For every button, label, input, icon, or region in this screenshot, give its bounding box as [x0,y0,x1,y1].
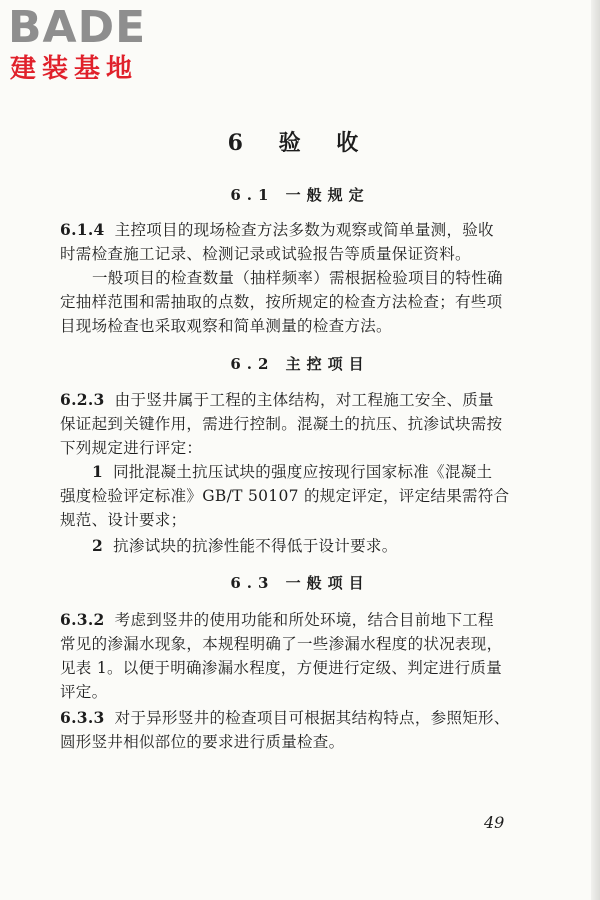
clause-line [60,707,535,729]
paragraph-line: 目现场检查也采取观察和简单测量的检查方法。 [60,317,392,335]
clause-number: 6.2.3 [60,390,105,409]
logo-wordmark: BADE [8,2,147,53]
clause-text: 由于竖井属于工程的主体结构，对工程施工安全、质量 [114,391,494,409]
clause-number: 6.1.4 [60,220,105,239]
list-item-number: 1 [92,462,104,481]
brand-watermark-logo [8,4,178,88]
clause-line: 时需检查施工记录、检测记录或试验报告等质量保证资料。 [60,245,471,263]
page-number: 49 [484,813,505,832]
list-item-line: 规范、设计要求； [60,511,187,529]
section-heading: 6.3 一般项目 [230,574,370,592]
clause-line: 常见的渗漏水现象，本规程明确了一些渗漏水程度的状况表现， [60,635,503,653]
clause-line: 圆形竖井相似部位的要求进行质量检查。 [60,733,345,751]
clause-number: 6.3.3 [60,708,105,727]
clause-number: 6.3.2 [60,610,105,629]
list-item-number: 2 [92,536,104,555]
list-item-line: 强度检验评定标准》GB/T 50107 的规定评定，评定结果需符合 [60,487,510,505]
clause-text: 考虑到竖井的使用功能和所处环境，结合目前地下工程 [114,611,494,629]
paragraph-line: 一般项目的检查数量（抽样频率）需根据检验项目的特性确 [92,269,503,287]
section-heading: 6.2 主控项目 [230,355,370,373]
clause-line: 评定。 [60,683,108,701]
list-item-line [92,461,535,483]
logo-chinese-text: 建装基地 [10,54,139,84]
clause-line [60,389,535,411]
chapter-title: 6 验 收 [227,130,373,156]
clause-line: 保证起到关键作用，需进行控制。混凝土的抗压、抗渗试块需按 [60,415,503,433]
clause-line: 见表 1。以便于明确渗漏水程度，方便进行定级、判定进行质量 [60,659,502,677]
clause-line: 下列规定进行评定： [60,439,203,457]
list-item-text: 同批混凝土抗压试块的强度应按现行国家标准《混凝土 [113,463,493,481]
list-item-line [92,535,535,557]
paragraph-line: 定抽样范围和需抽取的点数，按所规定的检查方法检查；有些项 [60,293,503,311]
list-item-text: 抗渗试块的抗渗性能不得低于设计要求。 [113,537,398,555]
clause-line [60,219,535,241]
clause-text: 对于异形竖井的检查项目可根据其结构特点，参照矩形、 [114,709,510,727]
page-edge-shadow [591,0,600,900]
section-heading: 6.1 一般规定 [230,186,370,204]
clause-text: 主控项目的现场检查方法多数为观察或简单量测，验收 [114,221,494,239]
clause-line [60,609,535,631]
